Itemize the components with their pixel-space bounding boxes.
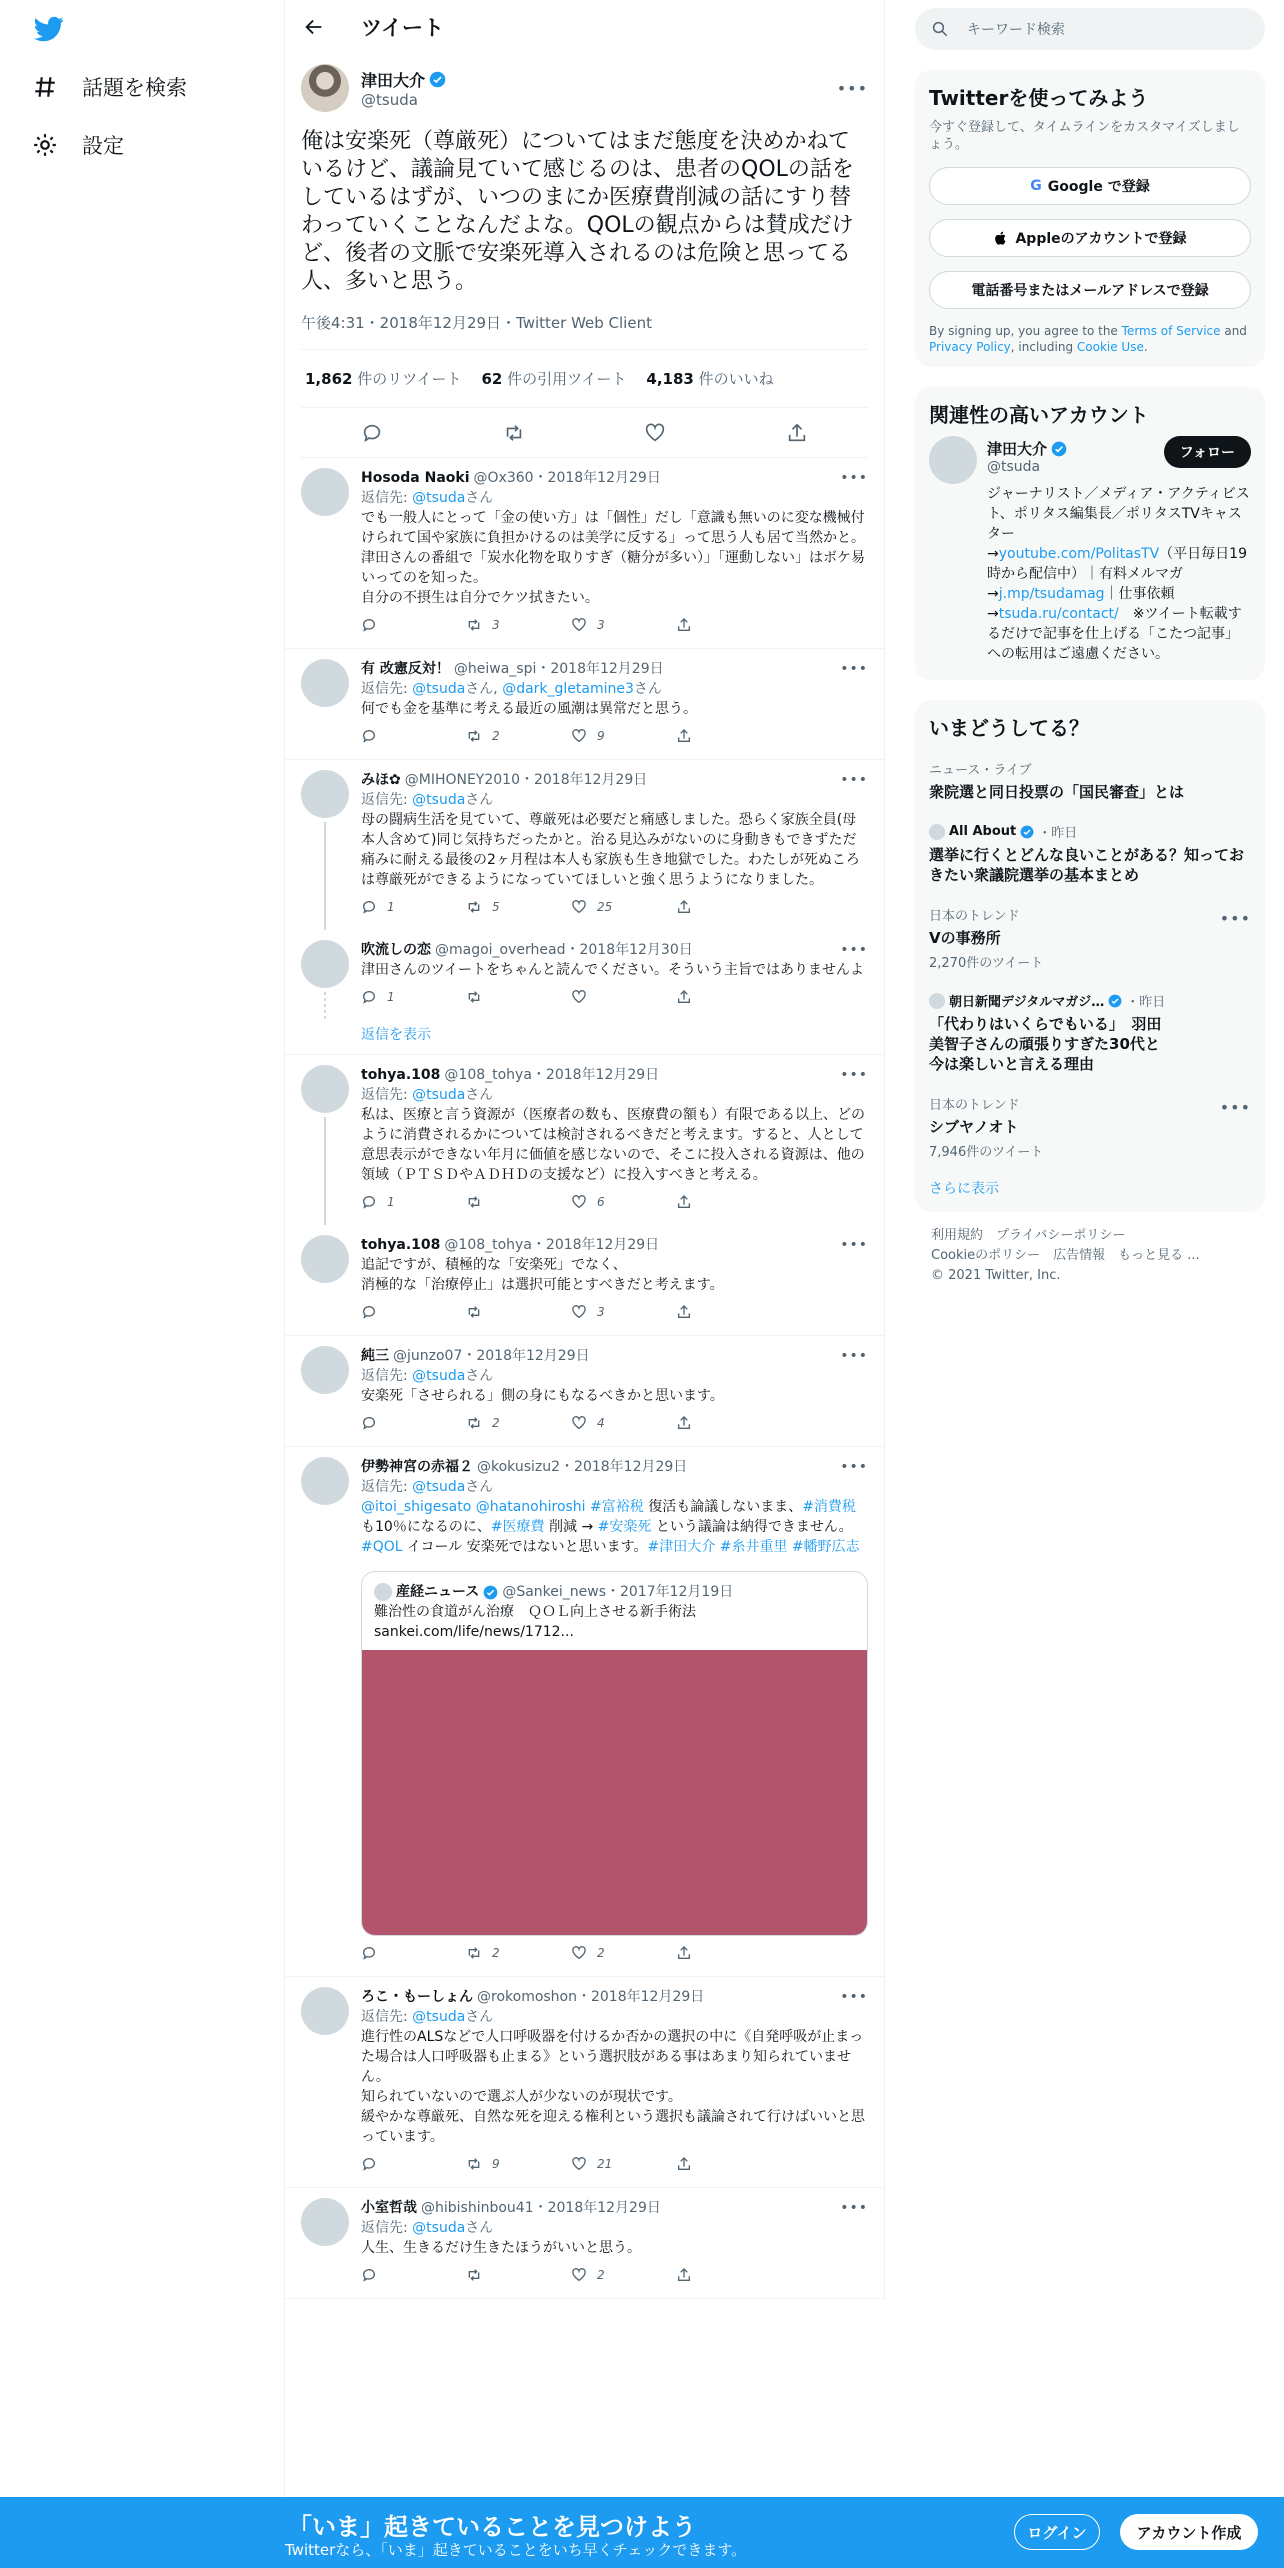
avatar[interactable] (301, 1235, 349, 1283)
reply-to: 返信先: @tsudaさん (361, 792, 494, 808)
retweet-button[interactable] (466, 1304, 571, 1320)
hashtag-link[interactable]: #富裕税 (590, 1499, 644, 1515)
like-stat[interactable]: 4,183 件のいいね (646, 370, 774, 388)
quote-link: sankei.com/life/news/1712... (374, 1624, 574, 1640)
reply-meta: @magoi_overhead・2018年12月30日 (435, 942, 693, 958)
bio-link[interactable]: youtube.com/PolitasTV (998, 546, 1160, 562)
reply-button[interactable]: 1 (361, 987, 466, 1007)
reply-actions (361, 1185, 868, 1219)
related-bio: ジャーナリスト／メディア・アクティビスト、ポリタス編集長／ポリタスTVキャスター →youtube.com/PolitasTV（平日毎日19時から配信中）｜有料メルマガ→j.mp/tsudamag｜仕事依頼→tsuda.ru/contact/ ※ツイート転載するだけで記事を仕上げる「こたつ記事」への転用はご遠慮ください。 (987, 486, 1250, 662)
search-input[interactable]: キーワード検索 (967, 22, 1065, 38)
thread-line (324, 992, 326, 1020)
reply-button[interactable]: 1 (361, 897, 466, 917)
reply-author-name[interactable]: みほ✿ (361, 772, 401, 788)
share-button[interactable] (676, 2156, 781, 2172)
more-icon[interactable]: ••• (840, 2200, 868, 2216)
reply-to: 返信先: @tsudaさん (361, 2220, 494, 2236)
retweet-icon (466, 899, 482, 915)
like-button[interactable]: 2 (571, 2265, 676, 2285)
avatar[interactable] (301, 770, 349, 818)
verified-badge-icon (429, 71, 446, 88)
quoted-tweet[interactable] (361, 1571, 868, 1936)
like-icon (571, 617, 587, 633)
reply-tweet[interactable] (285, 1225, 884, 1336)
bio-link[interactable]: tsuda.ru/contact/ (998, 606, 1119, 622)
retweet-icon (466, 1304, 482, 1320)
reply-meta: @kokusizu2・2018年12月29日 (477, 1459, 688, 1475)
retweet-icon[interactable] (503, 422, 525, 444)
reply-actions (361, 1936, 868, 1970)
hashtag-link[interactable]: #安楽死 (597, 1519, 652, 1535)
share-icon (676, 989, 692, 1005)
reply-icon[interactable] (361, 422, 383, 444)
share-button[interactable] (676, 989, 781, 1005)
reply-to: 返信先: @tsudaさん (361, 1479, 494, 1495)
reply-icon (361, 1194, 377, 1210)
retweet-button[interactable] (466, 2267, 571, 2283)
more-icon[interactable]: ••• (840, 1237, 868, 1253)
avatar (929, 824, 945, 840)
reply-tweet[interactable] (285, 1336, 884, 1447)
related-handle: @tsuda (987, 459, 1041, 475)
gear-icon (32, 132, 58, 158)
reply-tweet[interactable] (285, 649, 884, 760)
footer (915, 1212, 1265, 1300)
like-button[interactable]: 9 (571, 726, 676, 746)
reply-icon (361, 989, 377, 1005)
avatar[interactable] (301, 1987, 349, 2035)
more-icon[interactable]: ••• (1219, 909, 1251, 928)
related-title: 関連性の高いアカウント (929, 403, 1149, 427)
reply-tweet[interactable] (285, 1977, 884, 2188)
left-nav (0, 0, 285, 2568)
reply-author-name[interactable]: tohya.108 (361, 1237, 441, 1253)
footer-links[interactable]: 利用規約 プライバシーポリシー (931, 1228, 1126, 1243)
reply-meta: @heiwa_spi・2018年12月29日 (453, 661, 664, 677)
cookie-link[interactable]: Cookie Use (1076, 340, 1144, 354)
reply-meta: @hibishinbou41・2018年12月29日 (421, 2200, 661, 2216)
more-icon[interactable]: ••• (1219, 1098, 1251, 1117)
share-icon (676, 1415, 692, 1431)
reply-author-name[interactable]: 小室哲哉 (361, 2200, 417, 2216)
like-button[interactable]: 21 (571, 2154, 676, 2174)
search-box[interactable] (915, 8, 1265, 50)
tweet-actions (301, 408, 868, 458)
nav-settings-label: 設定 (82, 134, 124, 158)
retweet-icon (466, 2267, 482, 2283)
share-icon (676, 2156, 692, 2172)
page-header (285, 0, 884, 54)
signup-button[interactable]: アカウント作成 (1120, 2514, 1258, 2550)
share-button[interactable] (676, 1415, 781, 1431)
avatar[interactable] (301, 1457, 349, 1505)
thread-line (324, 822, 326, 930)
reply-author-name[interactable]: Hosoda Naoki (361, 470, 470, 486)
reply-author-name[interactable]: 伊勢神宮の赤福２ (361, 1459, 473, 1475)
reply-meta: @108_tohya・2018年12月29日 (444, 1237, 660, 1253)
share-icon (676, 2267, 692, 2283)
reply-text: 進行性のALSなどで人口呼吸器を付けるか否かの選択の中に《自発呼吸が止まった場合は人口呼吸器も止まる》という選択肢がある事はあまり知られていません。 知られていないので選ぶ人が少ないのが現状です。 緩やかな尊厳死、自然な死を迎える権利という選択も議論されて行けばいいと思っています。 (361, 2029, 865, 2145)
trend-item[interactable]: All About ・昨日 選挙に行くとどんな良いことがある？知っておきたい衆議院選挙の基本まとめ (929, 824, 1245, 884)
avatar[interactable] (301, 64, 349, 112)
show-replies-link[interactable]: 返信を表示 (285, 1020, 884, 1055)
share-icon (676, 728, 692, 744)
reply-to: 返信先: @tsudaさん (361, 1368, 494, 1384)
reply-actions (361, 1295, 868, 1329)
share-button[interactable] (676, 728, 781, 744)
retweet-button[interactable]: 3 (466, 615, 571, 635)
reply-icon (361, 1945, 377, 1961)
reply-meta: @MIHONEY2010・2018年12月29日 (404, 772, 648, 788)
quote-image (362, 1650, 867, 1935)
focused-tweet (285, 54, 884, 458)
like-icon (571, 989, 587, 1005)
share-icon (676, 899, 692, 915)
reply-button[interactable] (361, 1945, 466, 1961)
reply-tweet[interactable] (285, 930, 884, 1020)
main-column (285, 0, 885, 2299)
share-button[interactable] (676, 1194, 781, 1210)
reply-icon (361, 899, 377, 915)
retweet-button[interactable] (466, 1194, 571, 1210)
avatar[interactable] (301, 659, 349, 707)
retweet-button[interactable]: 2 (466, 1943, 571, 1963)
verified-badge-icon (1051, 441, 1067, 457)
tweet-meta: 午後4:31・2018年12月29日・Twitter Web Client (301, 312, 868, 350)
related-accounts-card (915, 387, 1265, 680)
reply-actions (361, 2147, 868, 2181)
retweet-icon (466, 728, 482, 744)
trend-item[interactable]: ニュース・ライブ 衆院選と同日投票の「国民審査」とは (929, 763, 1185, 801)
reply-meta: @rokomoshon・2018年12月29日 (477, 1989, 705, 2005)
reply-button[interactable]: 1 (361, 1192, 466, 1212)
trend-item[interactable]: 日本のトレンド Vの事務所 2,270件のツイート ••• (929, 909, 1251, 971)
nav-explore[interactable] (32, 62, 187, 112)
apple-signup-button[interactable]: Appleのアカウントで登録 (929, 219, 1251, 257)
reply-to: 返信先: @tsudaさん (361, 1087, 494, 1103)
verified-badge-icon (483, 1585, 498, 1600)
share-button[interactable] (676, 1304, 781, 1320)
reply-to: 返信先: @tsudaさん (361, 490, 494, 506)
avatar[interactable] (929, 436, 977, 484)
more-icon[interactable]: ••• (840, 942, 868, 958)
reply-actions (361, 980, 868, 1014)
reply-button[interactable] (361, 617, 466, 633)
reply-tweet[interactable] (285, 2188, 884, 2299)
back-arrow-icon[interactable] (303, 16, 325, 38)
share-button[interactable] (676, 617, 781, 633)
reply-text: 津田さんのツイートをちゃんと読んでください。そういう主旨ではありませんよ (361, 962, 865, 978)
reply-button[interactable] (361, 728, 466, 744)
retweet-icon (466, 1415, 482, 1431)
search-icon (931, 20, 949, 38)
reply-text: 私は、医療と言う資源が（医療者の数も、医療費の額も）有限である以上、どのように消費されるかについては検討されるべきだと考えます。すると、人として意思表示ができない年月に価値を感じないので、そこに投入される資源は、他の領域（ＰＴＳＤやＡＤＨＤの支援など）に投入すべきと考える。 (361, 1107, 865, 1183)
reply-icon (361, 2267, 377, 2283)
tweet-text: 俺は安楽死（尊厳死）についてはまだ態度を決めかねているけど、議論見ていて感じるのは、患者のQOLの話をしているはずが、いつのまにか医療費削減の話にすり替わっていくことなんだよな。QOLの観点からは賛成だけど、後者の文脈で安楽死導入されるのは危険と思ってる人、多いと思う。 (301, 129, 854, 294)
related-name[interactable]: 津田大介 (987, 440, 1048, 458)
mention-link[interactable]: @dark_gletamine3 (502, 681, 634, 697)
copyright: © 2021 Twitter, Inc. (931, 1268, 1061, 1283)
trend-item[interactable]: 朝日新聞デジタルマガジ… ・昨日 「代わりはいくらでもいる」 羽田美智子さんの頑張りすぎた30代と今は楽しいと言える理由 (929, 981, 1251, 1084)
reply-button[interactable] (361, 2267, 466, 2283)
right-sidebar (915, 0, 1265, 1300)
reply-meta: @108_tohya・2018年12月29日 (444, 1067, 660, 1083)
reply-icon (361, 617, 377, 633)
avatar (374, 1583, 392, 1601)
phone-email-signup-button[interactable]: 電話番号またはメールアドレスで登録 (929, 271, 1251, 309)
more-icon[interactable]: ••• (840, 1067, 868, 1083)
like-icon (571, 1194, 587, 1210)
mention-link[interactable]: @tsuda (412, 1087, 466, 1103)
apple-icon (993, 230, 1009, 246)
avatar[interactable] (301, 940, 349, 988)
like-icon (571, 2267, 587, 2283)
reply-text: 何でも金を基準に考える最近の風潮は異常だと思う。 (361, 701, 697, 717)
retweet-stat[interactable]: 1,862 件のリツイート (305, 370, 462, 388)
quote-text: 難治性の食道がん治療 ＱＯＬ向上させる新手術法 (374, 1604, 696, 1620)
signup-subtitle: 今すぐ登録して、タイムラインをカスタマイズしましょう。 (929, 120, 1240, 152)
signup-card (915, 70, 1265, 367)
reply-actions (361, 2258, 868, 2292)
like-icon (571, 1415, 587, 1431)
reply-text: 人生、生きるだけ生きたほうがいいと思う。 (361, 2240, 641, 2256)
mention-link[interactable]: @tsuda (412, 490, 466, 506)
reply-to: 返信先: @tsudaさん, @dark_gletamine3さん (361, 681, 662, 697)
reply-meta: @junzo07・2018年12月29日 (393, 1348, 590, 1364)
more-icon[interactable]: ••• (836, 78, 868, 98)
hashtag-icon (32, 74, 58, 100)
author-handle[interactable]: @tsuda (361, 90, 418, 109)
signup-title: Twitterを使ってみよう (929, 86, 1149, 110)
hashtag-link[interactable]: #医療費 (490, 1519, 545, 1535)
avatar[interactable] (301, 2198, 349, 2246)
reply-icon (361, 1304, 377, 1320)
reply-text: 安楽死「させられる」側の身にもなるべきかと思います。 (361, 1388, 724, 1404)
mention-link[interactable]: @tsuda (412, 2220, 466, 2236)
retweet-button[interactable]: 2 (466, 1413, 571, 1433)
reply-actions (361, 1406, 868, 1440)
trends-title: いまどうしてる？ (929, 716, 1089, 740)
reply-meta: @Ox360・2018年12月29日 (473, 470, 661, 486)
share-icon (676, 1304, 692, 1320)
terms-link[interactable]: Terms of Service (1121, 324, 1221, 338)
page-title: ツイート (361, 16, 444, 40)
more-icon[interactable]: ••• (840, 661, 868, 677)
retweet-button[interactable]: 9 (466, 2154, 571, 2174)
retweet-button[interactable]: 5 (466, 897, 571, 917)
thread-line (324, 1117, 326, 1225)
like-button[interactable]: 4 (571, 1413, 676, 1433)
like-icon[interactable] (644, 422, 666, 444)
login-button[interactable]: ログイン (1014, 2514, 1100, 2550)
reply-tweet[interactable] (285, 458, 884, 649)
related-account[interactable] (929, 436, 1251, 484)
reply-actions (361, 719, 868, 753)
reply-actions (361, 608, 868, 642)
hashtag-link[interactable]: #QOL (361, 1539, 403, 1555)
like-button[interactable]: 6 (571, 1192, 676, 1212)
like-icon (571, 899, 587, 915)
avatar[interactable] (301, 1346, 349, 1394)
reply-to: 返信先: @tsudaさん (361, 2009, 494, 2025)
google-icon: G (1030, 178, 1042, 194)
reply-text: @itoi_shigesato @hatanohiroshi #富裕税 復活も論議しないまま、#消費税 も10％になるのに、#医療費 削減 → #安楽死 という議論は納得できません。#QOL イコール 安楽死ではないと思います。#津田大介 #糸井重里 #幡野広志 (361, 1499, 861, 1555)
retweet-button[interactable] (466, 989, 571, 1005)
like-button[interactable]: 2 (571, 1943, 676, 1963)
reply-author-name[interactable]: 吹流しの恋 (361, 942, 431, 958)
trends-card (915, 700, 1265, 1212)
reply-author-name[interactable]: ろこ・もーしょん (361, 1989, 473, 2005)
share-icon (676, 1945, 692, 1961)
hashtag-link[interactable]: #津田大介 #糸井重里 #幡野広志 (647, 1539, 860, 1555)
more-icon[interactable]: ••• (840, 1348, 868, 1364)
terms-notice: By signing up, you agree to the Terms of Service and Privacy Policy, including Cookie Use. (929, 324, 1247, 354)
google-signup-button[interactable]: G Google で登録 (929, 167, 1251, 205)
quote-stat[interactable]: 62 件の引用ツイート (481, 370, 627, 388)
bottom-subtitle: Twitterなら、「いま」起きていることをいち早くチェックできます。 (285, 2541, 747, 2559)
reply-tweet[interactable] (285, 1055, 884, 1225)
like-icon (571, 2156, 587, 2172)
retweet-icon (466, 617, 482, 633)
trend-item[interactable]: 日本のトレンド シブヤノオト 7,946件のツイート ••• (929, 1098, 1251, 1160)
share-button[interactable] (676, 899, 781, 915)
quote-author-name: 産経ニュース (396, 1584, 480, 1600)
hashtag-link[interactable]: #消費税 (802, 1499, 856, 1515)
reply-text: 追記ですが、積極的な「安楽死」でなく、 消極的な「治療停止」は選択可能とすべきだと考えます。 (361, 1257, 724, 1293)
like-button[interactable]: 3 (571, 615, 676, 635)
like-button[interactable] (571, 989, 676, 1005)
retweet-icon (466, 1194, 482, 1210)
more-icon[interactable]: ••• (840, 470, 868, 486)
like-button[interactable]: 25 (571, 897, 676, 917)
retweet-icon (466, 2156, 482, 2172)
share-button[interactable] (676, 1945, 781, 1961)
follow-button[interactable]: フォロー (1164, 436, 1251, 468)
share-icon (676, 1194, 692, 1210)
reply-button[interactable] (361, 1304, 466, 1320)
reply-icon (361, 1415, 377, 1431)
bottom-signup-bar (0, 2497, 1284, 2568)
quote-meta: @Sankei_news・2017年12月19日 (502, 1584, 734, 1600)
more-icon[interactable]: ••• (840, 1459, 868, 1475)
verified-badge-icon (1108, 994, 1122, 1008)
retweet-icon (466, 1945, 482, 1961)
verified-badge-icon (1020, 825, 1034, 839)
avatar (929, 993, 945, 1009)
tweet-stats (301, 350, 868, 408)
mention-link[interactable]: @tsuda (412, 2009, 466, 2025)
reply-text: 母の闘病生活を見ていて、尊厳死は必要だと痛感しました。恐らく家族全員(母本人含めて)同じ気持ちだったかと。治る見込みがないのに身動きもできずただ痛みに耐える最後の2ヶ月程は本人も家族も生き地獄でした。わたしが死ぬころは尊厳死ができるようになっていてほしいと強く思うようになりました。 (361, 812, 860, 888)
like-icon (571, 728, 587, 744)
footer-links[interactable]: Cookieのポリシー 広告情報 もっと見る ... (931, 1248, 1200, 1263)
reply-icon (361, 728, 377, 744)
mention-link[interactable]: @tsuda (412, 1368, 466, 1384)
share-icon[interactable] (786, 422, 808, 444)
reply-actions (361, 890, 868, 924)
mention-links[interactable]: @itoi_shigesato @hatanohiroshi (361, 1499, 591, 1515)
reply-button[interactable] (361, 1415, 466, 1431)
like-icon (571, 1945, 587, 1961)
nav-explore-label: 話題を検索 (82, 76, 187, 100)
avatar[interactable] (301, 1065, 349, 1113)
retweet-button[interactable]: 2 (466, 726, 571, 746)
reply-text: でも一般人にとって「金の使い方」は「個性」だし「意識も無いのに変な機械付けられて国や家族に負担かけるのは美学に反する」って思う人も居て当然かと。 津田さんの番組で「炭水化物を取りすぎ（糖分が多い）」「運動しない」はボケ易いってのを知った。 自分の不摂生は自分でケツ拭きたい。 (361, 510, 865, 606)
twitter-logo-icon[interactable] (32, 14, 66, 44)
more-icon[interactable]: ••• (840, 1989, 868, 2005)
mention-link[interactable]: @tsuda (412, 792, 466, 808)
reply-button[interactable] (361, 2156, 466, 2172)
reply-author-name[interactable]: 純三 (361, 1348, 389, 1364)
nav-settings[interactable] (32, 120, 124, 170)
bottom-title: 「いま」起きていることを見つけよう (288, 2513, 696, 2541)
privacy-link[interactable]: Privacy Policy (929, 340, 1011, 354)
more-icon[interactable]: ••• (840, 772, 868, 788)
share-icon (676, 617, 692, 633)
reply-tweet[interactable] (285, 1447, 884, 1977)
show-more-link[interactable]: さらに表示 (929, 1181, 999, 1197)
reply-author-name[interactable]: 有 改憲反対！ (361, 661, 450, 677)
like-icon (571, 1304, 587, 1320)
mention-link[interactable]: @tsuda (412, 681, 466, 697)
reply-author-name[interactable]: tohya.108 (361, 1067, 441, 1083)
mention-link[interactable]: @tsuda (412, 1479, 466, 1495)
share-button[interactable] (676, 2267, 781, 2283)
like-button[interactable]: 3 (571, 1302, 676, 1322)
reply-tweet[interactable] (285, 760, 884, 930)
retweet-icon (466, 989, 482, 1005)
bio-link[interactable]: j.mp/tsudamag (998, 586, 1105, 602)
author-name[interactable]: 津田大介 (361, 70, 426, 90)
reply-icon (361, 2156, 377, 2172)
avatar[interactable] (301, 468, 349, 516)
